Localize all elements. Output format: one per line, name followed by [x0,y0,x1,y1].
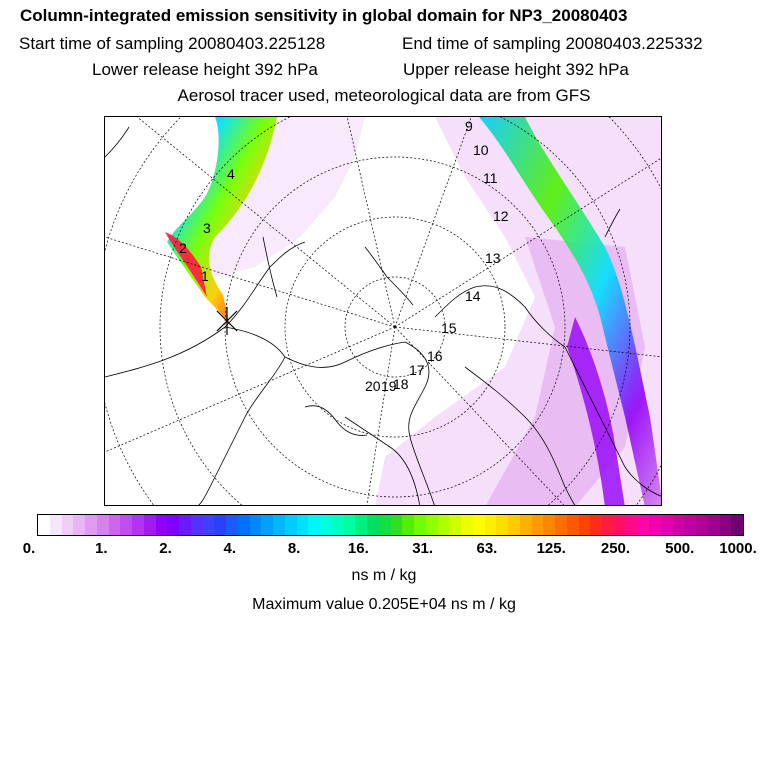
upper-release-label: Upper release height 392 hPa [403,60,629,79]
colorbar-segment [720,515,732,535]
colorbar-segment [367,515,379,535]
colorbar-segment [85,515,97,535]
trajectory-point-label: 20 [365,378,381,394]
trajectory-point-label: 19 [381,378,397,394]
colorbar-segment [590,515,602,535]
colorbar-segment [179,515,191,535]
colorbar-segment [684,515,696,535]
trajectory-point-label: 10 [473,142,489,158]
colorbar-tick-label: 16. [347,540,369,557]
colorbar-segment [579,515,591,535]
colorbar-segment [614,515,626,535]
colorbar-segment [473,515,485,535]
colorbar-segment [191,515,203,535]
colorbar-segment [250,515,262,535]
trajectory-point-label: 11 [483,170,498,186]
trajectory-point-label: 1 [201,268,209,284]
tracer-info-label: Aerosol tracer used, meteorological data are from GFS [177,86,591,105]
colorbar-tick-label: 8. [287,540,301,557]
colorbar-segment [226,515,238,535]
colorbar-segment [649,515,661,535]
colorbar-segment [73,515,85,535]
colorbar-segment [426,515,438,535]
maximum-value-label: Maximum value 0.205E+04 ns m / kg [252,596,516,613]
colorbar-segment [602,515,614,535]
colorbar-segment [355,515,367,535]
colorbar-segment [626,515,638,535]
colorbar-segment [414,515,426,535]
colorbar-tick-label: 125. [536,540,566,557]
trajectory-point-label: 16 [427,348,443,364]
colorbar-segment [97,515,109,535]
colorbar-segment [203,515,215,535]
colorbar-tick-labels [0,540,768,560]
colorbar-segment [308,515,320,535]
colorbar-segment [567,515,579,535]
trajectory-point-label: 13 [485,250,501,266]
trajectory-point-label: 17 [409,362,425,378]
colorbar-segment [520,515,532,535]
colorbar-segment [543,515,555,535]
colorbar-segment [532,515,544,535]
colorbar-segment [673,515,685,535]
colorbar-segment [661,515,673,535]
colorbar-segment [120,515,132,535]
colorbar-segment [402,515,414,535]
colorbar-tick-label: 0. [22,540,36,557]
colorbar-segment [285,515,297,535]
colorbar-segment [449,515,461,535]
emission-sensitivity-haze [195,117,662,506]
trajectory-point-label: 3 [203,220,211,236]
colorbar-segment [109,515,121,535]
colorbar [37,514,744,536]
colorbar-segment [508,515,520,535]
colorbar-segment [167,515,179,535]
end-sampling-label: End time of sampling 20080403.225332 [402,34,703,53]
colorbar-tick-label: 4. [223,540,237,557]
colorbar-segment [214,515,226,535]
map-panel [104,116,662,506]
colorbar-units: ns m / kg [351,567,417,584]
colorbar-segment [344,515,356,535]
colorbar-tick-label: 63. [476,540,498,557]
colorbar-tick-label: 250. [600,540,631,557]
colorbar-segment [485,515,497,535]
colorbar-segment [461,515,473,535]
trajectory-point-label: 12 [493,208,509,224]
colorbar-segment [696,515,708,535]
colorbar-segment [637,515,649,535]
polar-map [105,117,662,506]
colorbar-segment [438,515,450,535]
colorbar-tick-label: 1000. [719,540,757,557]
colorbar-segment [320,515,332,535]
colorbar-segment [50,515,62,535]
colorbar-segment [708,515,720,535]
colorbar-segment [297,515,309,535]
colorbar-tick-label: 31. [412,540,434,557]
colorbar-segment [273,515,285,535]
colorbar-segment [238,515,250,535]
colorbar-tick-label: 2. [159,540,172,557]
trajectory-point-label: 2 [179,240,187,256]
trajectory-point-label: 9 [465,118,473,134]
colorbar-tick-label: 1. [95,540,108,557]
trajectory-point-label: 15 [441,320,457,336]
colorbar-segment [38,515,50,535]
colorbar-segment [391,515,403,535]
trajectory-point-label: 18 [393,376,409,392]
colorbar-segment [132,515,144,535]
colorbar-segment [379,515,391,535]
page-title: Column-integrated emission sensitivity in global domain for NP3_20080403 [20,6,628,25]
colorbar-segment [261,515,273,535]
trajectory-point-label: 4 [227,166,235,182]
colorbar-segment [156,515,168,535]
colorbar-segment [144,515,156,535]
colorbar-segment [496,515,508,535]
trajectory-point-label: 14 [465,288,481,304]
lower-release-label: Lower release height 392 hPa [92,60,318,79]
colorbar-segment [555,515,567,535]
colorbar-tick-label: 500. [665,540,695,557]
colorbar-segment [332,515,344,535]
colorbar-segment [731,515,743,535]
start-sampling-label: Start time of sampling 20080403.225128 [19,34,326,53]
colorbar-segment [62,515,74,535]
